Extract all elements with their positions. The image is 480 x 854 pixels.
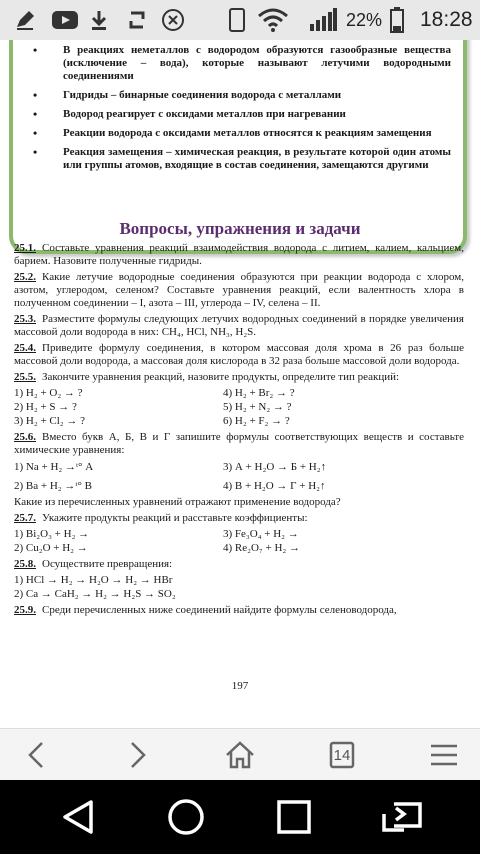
equation: 2) Ca → CaH₂ → H₂ → H₂S → SO₂: [14, 588, 176, 600]
summary-item: • В реакциях неметаллов с водородом образуются газообразные вещества (исключение – вода), которые называют летучими водородными соединениями: [33, 44, 451, 83]
download-icon: [86, 8, 112, 32]
notification-icon: [160, 8, 186, 32]
exercise-number: 25.6.: [14, 431, 36, 443]
browser-toolbar: [0, 728, 480, 781]
back-triangle-icon[interactable]: [48, 794, 108, 840]
equation-row: [14, 574, 464, 587]
equation-row: [14, 415, 464, 428]
equation-row: [14, 401, 464, 414]
equation: 1) Bi₂O₃ + H₂ →: [14, 528, 90, 540]
exercise-text: Разместите формулы следующих летучих водородных соединений в порядке увеличения массовой доли водорода в них: CH₄, HCl, NH₃, H₂S.: [14, 313, 464, 338]
youtube-icon: [52, 8, 78, 32]
exercise-number: 25.2.: [14, 271, 36, 283]
equation: 1) H₂ + O₂ → ?: [14, 387, 83, 399]
battery-icon: [388, 8, 406, 32]
menu-icon[interactable]: [424, 735, 464, 775]
exercise-25-5: [14, 371, 464, 384]
phone-icon: [224, 8, 250, 32]
forward-icon[interactable]: [118, 735, 158, 775]
equation: 2) Ba + H₂ →ᵗ° В: [14, 480, 92, 492]
equation: 6) H₂ + F₂ → ?: [223, 415, 290, 427]
equation: 1) HCl → H₂ → H₂O → H₂ → HBr: [14, 574, 173, 586]
section-title: Вопросы, упражнения и задачи: [119, 219, 361, 238]
equation: 4) Re₂O₇ + H₂ →: [223, 542, 300, 554]
equation: 3) H₂ + Cl₂ → ?: [14, 415, 86, 427]
tabs-icon[interactable]: [322, 735, 362, 775]
exercise-question: Какие из перечисленных уравнений отражают применение водорода?: [14, 496, 341, 508]
summary-item: • Реакция замещения – химическая реакция, в результате которой один атомы или группы атомов, входящие в состав соединения, замещаются другими: [33, 146, 451, 172]
home-icon[interactable]: [220, 735, 260, 775]
exercise-number: 25.1.: [14, 242, 36, 254]
exercise-text: Приведите формулу соединения, в котором массовая доля хрома в 26 раз больше массовой доли водорода, а массовая доля кислорода в 32 раза больше массовой доли водорода.: [14, 342, 464, 367]
back-icon[interactable]: [16, 735, 56, 775]
home-circle-icon[interactable]: [156, 794, 216, 840]
exercise-text: Среди перечисленных ниже соединений найдите формулы селеноводорода,: [42, 604, 397, 616]
wifi-icon: [256, 8, 290, 32]
exercises-body: [14, 242, 464, 620]
equation: 2) Cu₂O + H₂ →: [14, 542, 88, 554]
equation-row: [14, 461, 464, 474]
exercise-text: Закончите уравнения реакций, назовите продукты, определите тип реакций:: [42, 371, 400, 383]
screen-mirror-icon[interactable]: [372, 794, 432, 840]
equation: 3) А + H₂O → Б + H₂↑: [223, 461, 327, 473]
equation: 3) Fe₃O₄ + H₂ →: [223, 528, 299, 540]
page-number: 197: [231, 680, 249, 692]
sync-icon: [124, 8, 150, 32]
system-nav-bar: [0, 780, 480, 854]
exercise-number: 25.5.: [14, 371, 36, 383]
equation-row: [14, 480, 464, 493]
exercise-number: 25.8.: [14, 558, 36, 570]
exercise-25-6: [14, 431, 464, 457]
exercise-number: 25.7.: [14, 512, 36, 524]
exercise-25-8: [14, 558, 464, 571]
exercise-25-7: [14, 512, 464, 525]
equation-row: [14, 542, 464, 555]
equation-row: [14, 588, 464, 601]
exercise-text: Осуществите превращения:: [42, 558, 173, 570]
exercise-number: 25.4.: [14, 342, 36, 354]
exercise-25-4: [14, 342, 464, 368]
equation: 1) Na + H₂ →ᵗ° А: [14, 461, 94, 473]
exercise-text: Вместо букв А, Б, В и Г запишите формулы соответствующих веществ и составьте химические уравнения:: [14, 431, 464, 456]
exercise-text: Какие летучие водородные соединения образуются при реакции водорода с хлором, азотом, углеродом, селеном? Составьте уравнения реакций, если валентность хлора в полученном соединении – I, азота – III, углерода – IV, селена – II.: [14, 271, 464, 309]
edit-icon: [12, 8, 38, 32]
exercise-number: 25.9.: [14, 604, 36, 616]
summary-item: • Гидриды – бинарные соединения водорода с металлами: [33, 89, 451, 102]
exercise-25-3: [14, 313, 464, 339]
equation: 5) H₂ + N₂ → ?: [223, 401, 292, 413]
equation-row: [14, 387, 464, 400]
exercise-25-1: [14, 242, 464, 268]
status-bar: [0, 0, 480, 40]
exercise-text: Составьте уравнения реакций взаимодействия водорода с литием, калием, кальцием, барием. Назовите полученные гидриды.: [14, 242, 464, 267]
summary-item: • Реакции водорода с оксидами металлов относятся к реакциям замещения: [33, 127, 451, 140]
exercise-text: Укажите продукты реакций и расставьте коэффициенты:: [42, 512, 308, 524]
recents-square-icon[interactable]: [264, 794, 324, 840]
tab-count: 14: [333, 746, 351, 764]
battery-percent: 22%: [346, 10, 383, 30]
equation: 4) H₂ + Br₂ → ?: [223, 387, 295, 399]
summary-item: • Водород реагирует с оксидами металлов при нагревании: [33, 108, 451, 121]
summary-list: [33, 44, 451, 178]
exercise-25-2: [14, 271, 464, 310]
equation-row: [14, 528, 464, 541]
exercise-25-9: [14, 604, 464, 617]
exercise-number: 25.3.: [14, 313, 36, 325]
clock: 18:28: [420, 8, 473, 31]
equation: 2) H₂ + S → ?: [14, 401, 77, 413]
document-page: [0, 40, 480, 728]
signal-icon: [308, 8, 338, 32]
equation: 4) В + H₂O → Г + H₂↑: [223, 480, 326, 492]
